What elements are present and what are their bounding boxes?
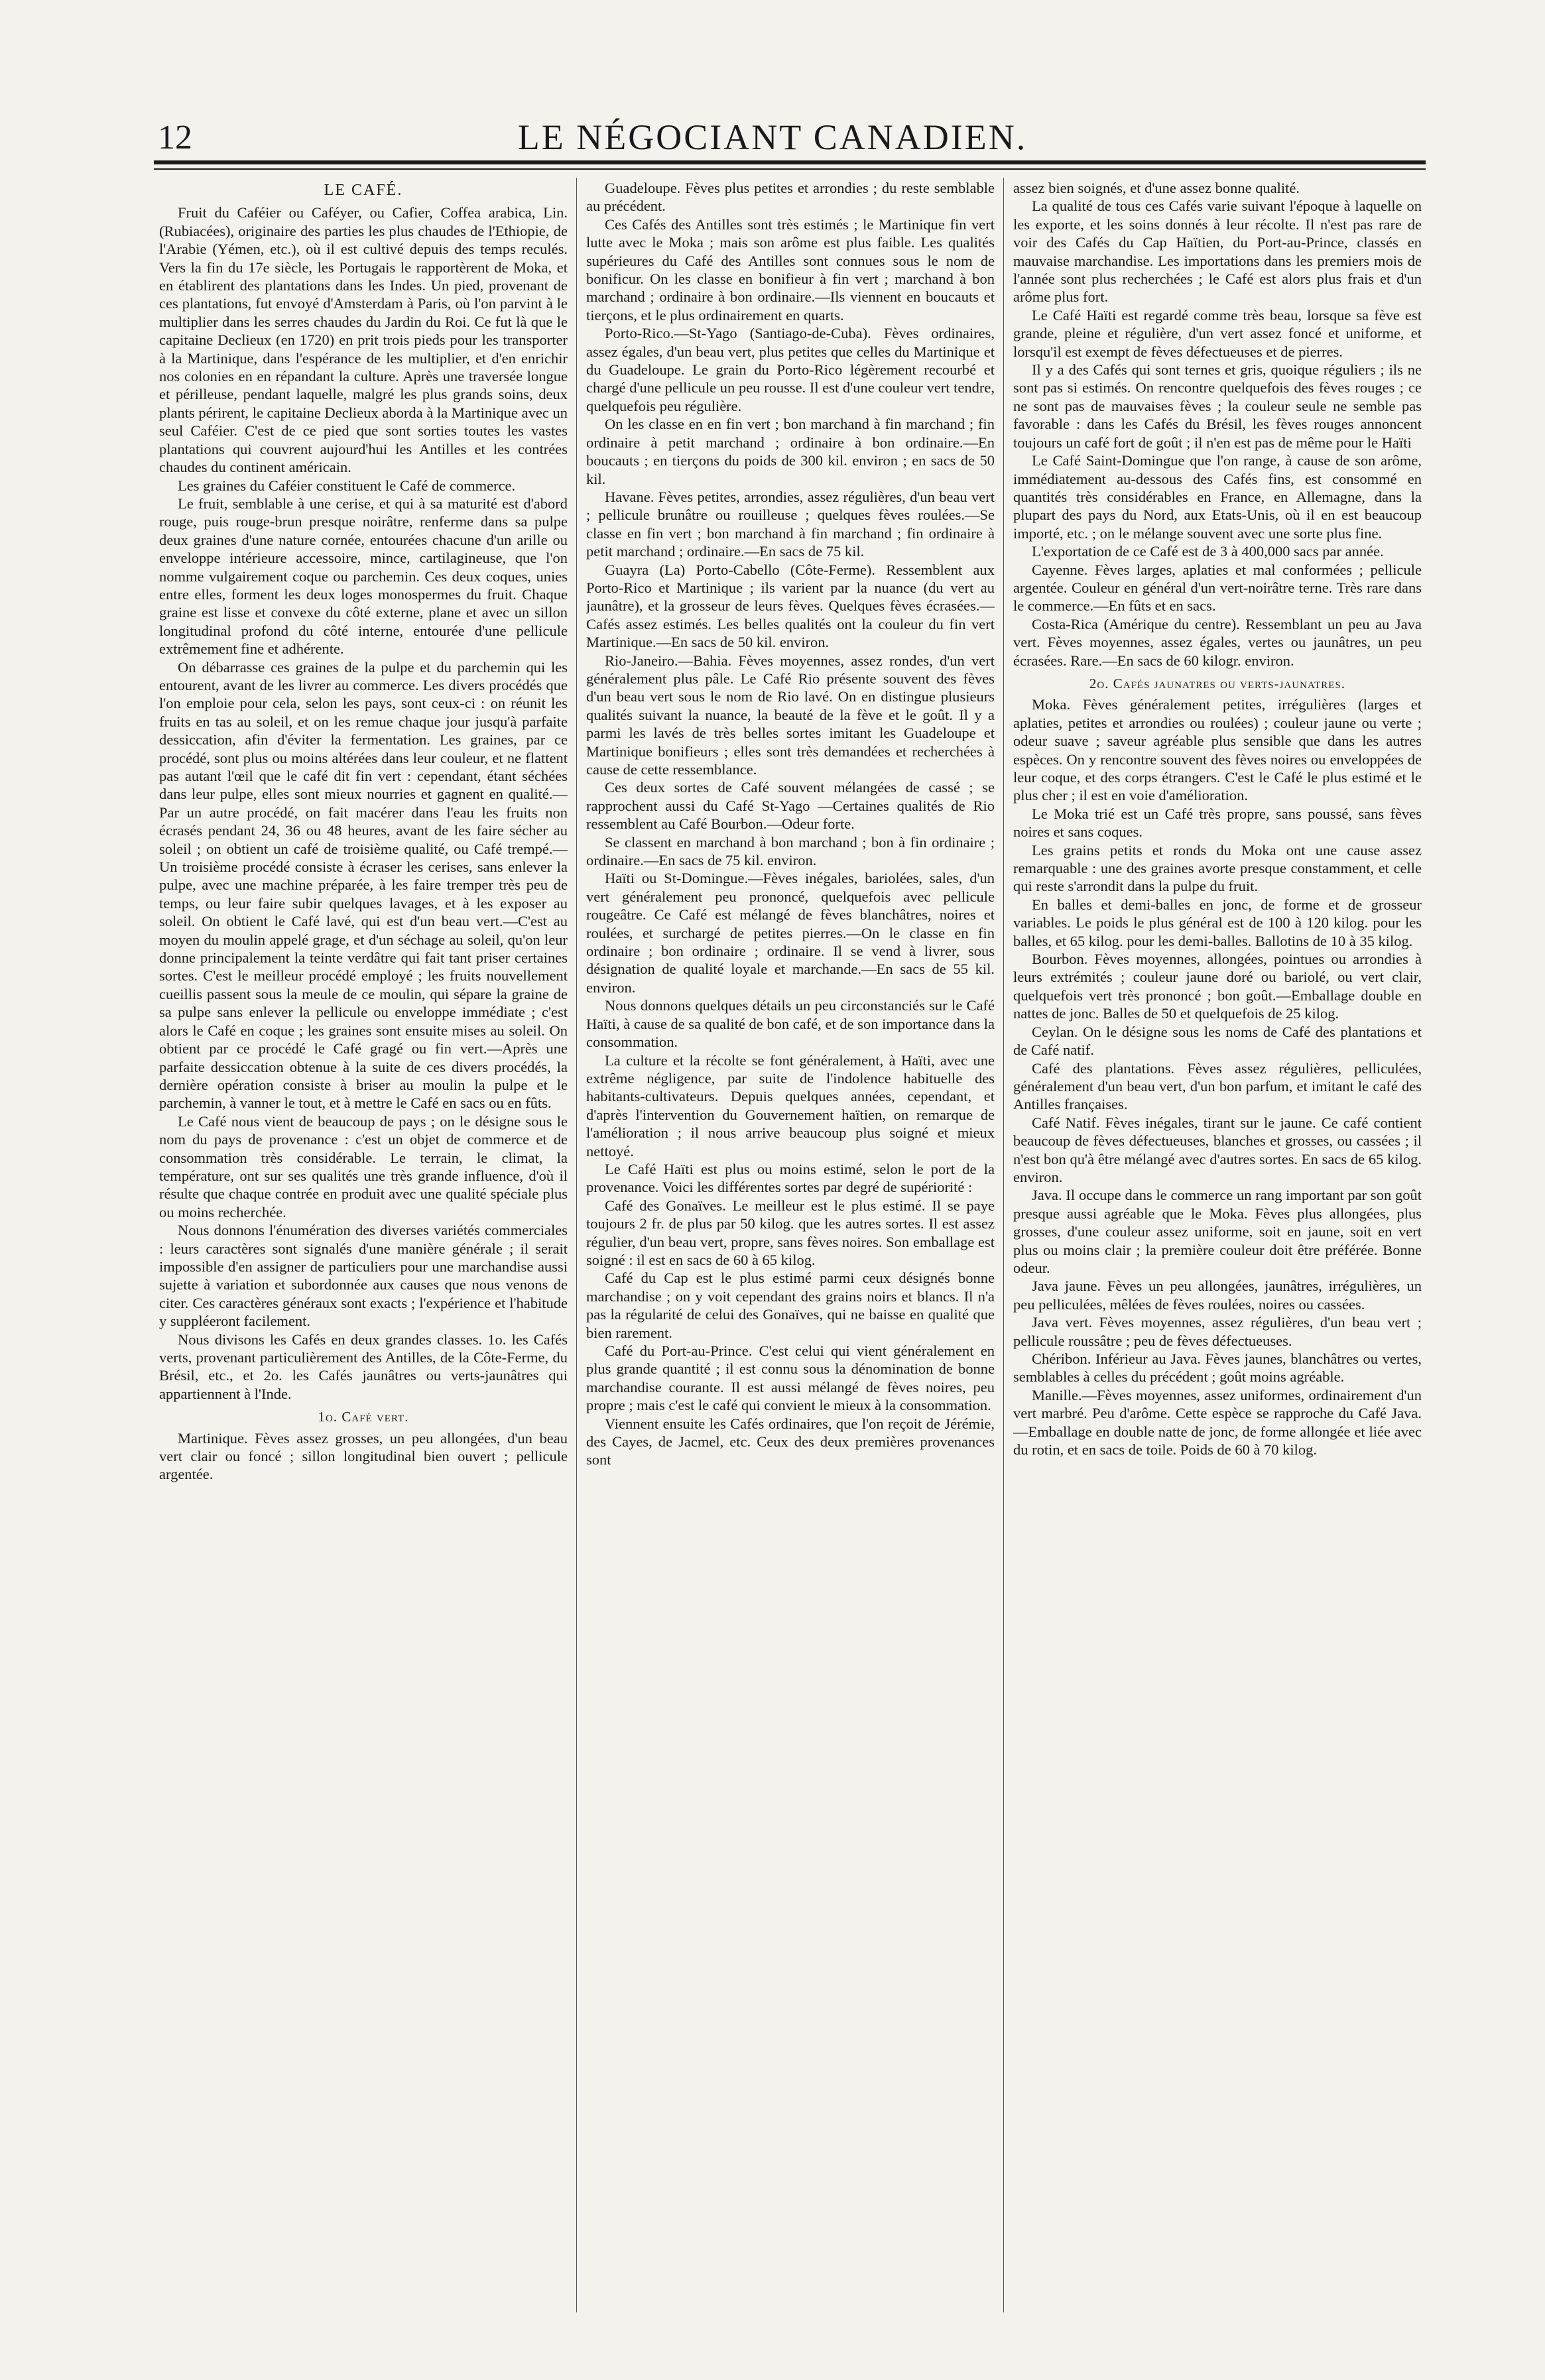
paragraph: Rio-Janeiro.—Bahia. Fèves moyennes, assez rondes, d'un vert généralement plus pâle. Le Café Rio présente souvent des fèves d'un beau vert sous le nom de Rio lavé. On en distingue plusieurs qualités suivant la nuance, la beauté de la fève et le goût. Il y a parmi les lavés de très belles sortes imitant les Guadeloupe et Martinique bonifieurs ; elles sont très demandées et recherchées à cause de cette ressemblance. [586, 652, 995, 778]
section-heading: 2o. Cafés jaunatres ou verts-jaunatres. [1089, 675, 1346, 691]
paragraph: Café des Gonaïves. Le meilleur est le plus estimé. Il se paye toujours 2 fr. de plus par 50 kilog. que les autres sortes. Il est assez régulier, d'un beau vert, propre, sans fèves noires. Son emballage est soigné : il est en sacs de 60 à 65 kilog. [586, 1197, 995, 1268]
paragraph: Guadeloupe. Fèves plus petites et arrondies ; du reste semblable au précédent. [586, 180, 995, 215]
paragraph: Costa-Rica (Amérique du centre). Ressemblant un peu au Java vert. Fèves moyennes, assez égales, vertes ou jaunâtres, un peu écrasées. Rare.—En sacs de 60 kilogr. environ. [1013, 615, 1422, 669]
section-heading: 1o. Café vert. [318, 1409, 409, 1425]
paragraph: Café Natif. Fèves inégales, tirant sur le jaune. Ce café contient beaucoup de fèves défectueuses, blanches et grosses, ou cassées ; il n'est bon qu'à être mélangé avec d'autres sortes. En sacs de 65 kilog. environ. [1013, 1114, 1422, 1185]
article-title: LE CAFÉ. [324, 182, 403, 199]
paragraph: Ces deux sortes de Café souvent mélangées de cassé ; se rapprochent aussi du Café St-Yago —Certaines qualités de Rio ressemblent au Café Bourbon.—Odeur forte. [586, 779, 995, 833]
paragraph: Le Café Saint-Domingue que l'on range, à cause de son arôme, immédiatement au-dessous des Cafés fins, est consommé en quantités très considérables en France, en Allemagne, dans la plupart des pays du Nord, aux Etats-Unis, où il en est beaucoup importé, etc. ; on le mélange souvent avec une sorte plus fine. [1013, 452, 1422, 542]
paragraph: Café des plantations. Fèves assez régulières, pelliculées, généralement d'un beau vert, d'un bon parfum, et imitant le café des Antilles françaises. [1013, 1059, 1422, 1113]
paragraph: Café du Cap est le plus estimé parmi ceux désignés bonne marchandise ; on y voit cependant des grains noirs et blancs. Il n'a pas la régularité de celui des Gonaïves, qui ne baisse en qualité que bien rarement. [586, 1270, 995, 1341]
paragraph: Moka. Fèves généralement petites, irrégulières (larges et aplaties, petites et arrondies ou roulées) ; couleur jaune ou verte ; odeur suave ; saveur agréable plus sensible que dans les autres espèces. On y rencontre souvent des fèves noires ou enveloppées de leur coque, et des corps étrangers. C'est le Café le plus estimé et le plus cher ; il est en voie d'amélioration. [1013, 696, 1422, 804]
paragraph: Se classent en marchand à bon marchand ; bon à fin ordinaire ; ordinaire.—En sacs de 75 kil. environ. [586, 833, 995, 869]
paragraph: Les grains petits et ronds du Moka ont une cause assez remarquable : une des graines avorte presque constamment, et celle qui reste s'arrondit dans la pulpe du fruit. [1013, 841, 1422, 895]
paragraph: Le Moka trié est un Café très propre, sans poussé, sans fèves noires et sans coques. [1013, 805, 1422, 841]
column-divider [576, 178, 577, 2312]
paragraph: Le Café Haïti est regardé comme très beau, lorsque sa fève est grande, pleine et régulière, d'un vert assez foncé et uniforme, et lorsqu'il est exempt de fèves défectueuses et de pierres. [1013, 306, 1422, 360]
paragraph: Haïti ou St-Domingue.—Fèves inégales, bariolées, sales, d'un vert généralement peu prononcé, quelquefois avec pellicule rougeâtre. Ce Café est mélangé de fèves blanchâtres, noires et roulées, et surchargé de petites pierres.—On le classe en fin ordinaire ; bon ordinaire ; ordinaire. Il se vend à livrer, sous désignation de qualité loyale et marchande.—En sacs de 55 kil. environ. [586, 870, 995, 996]
paragraph: Nous donnons quelques détails un peu circonstanciés sur le Café Haïti, à cause de sa qualité de bon café, et de son importance dans la consommation. [586, 997, 995, 1051]
paragraph: Havane. Fèves petites, arrondies, assez régulières, d'un beau vert ; pellicule brunâtre ou rouilleuse ; quelques fèves roulées.—Se classe en fin vert ; bon marchand à fin marchand ; fin ordinaire à petit marchand ; ordinaire.—En sacs de 75 kil. [586, 488, 995, 560]
column-3 [1013, 179, 1422, 2314]
paragraph: Guayra (La) Porto-Cabello (Côte-Ferme). Ressemblent aux Porto-Rico et Martinique ; ils varient par la nuance (du vert au jaunâtre), et la grosseur de leurs fèves. Quelques fèves écrasées.—Cafés assez estimés. Les belles qualités ont la couleur du fin vert Martinique.—En sacs de 50 kil. environ. [586, 561, 995, 651]
paragraph: Cayenne. Fèves larges, aplaties et mal conformées ; pellicule argentée. Couleur en général d'un vert-noirâtre terne. Très rare dans le commerce.—En fûts et en sacs. [1013, 561, 1422, 615]
paragraph: assez bien soignés, et d'une assez bonne qualité. [1013, 180, 1300, 196]
paragraph: Nous divisons les Cafés en deux grandes classes. 1o. les Cafés verts, provenant particulièrement des Antilles, de la Côte-Ferme, du Brésil, etc., et 2o. les Cafés jaunâtres ou verts-jaunâtres qui appartiennent à l'Inde. [159, 1331, 568, 1402]
paragraph: Ceylan. On le désigne sous les noms de Café des plantations et de Café natif. [1013, 1023, 1422, 1059]
paragraph: Java jaune. Fèves un peu allongées, jaunâtres, irrégulières, un peu pelliculées, mêlées de fèves roulées, noires ou cassées. [1013, 1278, 1422, 1313]
paragraph: Les graines du Caféier constituent le Café de commerce. [178, 477, 516, 494]
paragraph: Viennent ensuite les Cafés ordinaires, que l'on reçoit de Jérémie, des Cayes, de Jacmel, etc. Ceux des deux premières provenances sont [586, 1415, 995, 1468]
paragraph: Fruit du Caféier ou Caféyer, ou Cafier, Coffea arabica, Lin. (Rubiacées), originaire des parties les plus chaudes de l'Ethiopie, de l'Arabie (Yémen, etc.), où il est cultivé depuis des temps reculés. Vers la fin du 17e siècle, les Portugais le rapportèrent de Moka, et en établirent des plantations dans les Indes. Un pied, provenant de ces plantations, fut envoyé d'Amsterdam à Paris, où l'on parvint à le multiplier dans les serres chaudes du Jardin du Roi. Ce fut là que le capitaine Declieux (en 1720) en prit trois pieds pour les transporter à la Martinique, dans l'espérance de les multiplier, et d'en enrichir nos colonies en en répandant la culture. Après une traversée longue et périlleuse, pendant laquelle, malgré les plus grands soins, deux plants périrent, le capitaine Declieux aborda à la Martinique avec un seul Caféier. C'est de ce pied que sont sorties toutes les vastes plantations qui couvrent aujourd'hui les Antilles et les contrées chaudes du continent américain. [159, 204, 568, 476]
paragraph: Java. Il occupe dans le commerce un rang important par son goût presque aussi agréable que le Moka. Fèves plus allongées, plus grosses, d'une couleur assez uniforme, soit en jaune, soit en vert plus ou moins clair ; la première couleur doit être préférée. Bonne odeur. [1013, 1187, 1422, 1276]
column-2 [586, 179, 995, 2314]
paragraph: On les classe en en fin vert ; bon marchand à fin marchand ; fin ordinaire à petit marchand ; ordinaire à bon ordinaire.—En boucauts ; en tierçons du poids de 300 kil. environ ; en sacs de 50 kil. [586, 416, 995, 487]
paragraph: Martinique. Fèves assez grosses, un peu allongées, d'un beau vert clair ou foncé ; sillon longitudinal bien ouvert ; pellicule argentée. [159, 1429, 568, 1483]
paragraph: L'exportation de ce Café est de 3 à 400,000 sacs par année. [1032, 543, 1384, 560]
column-divider [1003, 178, 1004, 2312]
header-rule-thin [154, 168, 1426, 170]
column-1 [159, 179, 568, 2314]
paragraph: En balles et demi-balles en jonc, de forme et de grosseur variables. Le poids le plus général est de 100 à 120 kilog. pour les balles, et 65 kilog. pour les demi-balles. Ballotins de 10 à 35 kilog. [1013, 896, 1422, 949]
paragraph: Java vert. Fèves moyennes, assez régulières, d'un beau vert ; pellicule roussâtre ; peu de fèves défectueuses. [1013, 1314, 1422, 1349]
paragraph: Café du Port-au-Prince. C'est celui qui vient généralement en plus grande quantité ; il est connu sous la dénomination de bonne marchandise courante. Il est aussi mélangé de fèves noires, peu propre ; mais c'est le café qui convient le mieux à la consommation. [586, 1342, 995, 1414]
paragraph: On débarrasse ces graines de la pulpe et du parchemin qui les entourent, avant de les livrer au commerce. Les divers procédés que l'on emploie pour cela, selon les pays, sont ceux-ci : on réunit les fruits en tas au soleil, et on les remue chaque jour jusqu'à parfaite dessiccation, afin d'éviter la fermentation. Les graines, par ce procédé, sont plus ou moins altérées dans leur couleur, et ne flattent pas autant l'œil que le café dit fin vert : cependant, étant séchées dans leur pulpe, elles sont mieux nourries et gagnent en qualité.—Par un autre procédé, on fait macérer dans l'eau les fruits non écrasés pendant 24, 36 ou 48 heures, avant de les faire sécher au soleil ; on obtient un café de troisième qualité, ou Café trempé.—Un troisième procédé consiste à écraser les cerises, sans enlever la pulpe, avec une machine préparée, à les faire tremper très peu de temps, ou leur faire subir quelques lavages, et à les exposer au soleil. On obtient le Café lavé, qui est d'un beau vert.—C'est au moyen du moulin appelé grage, et d'un séchage au soleil, qu'on leur donne principalement la teinte verdâtre qui fait tant priser certaines sortes. C'est le meilleur procédé employé ; les fruits nouvellement cueillis passent sous la meule de ce moulin, qui sépare la graine de sa pulpe sans enlever la pellicule ou enveloppe immédiate ; c'est alors le Café en coque ; les graines sont ensuite mises au soleil. On obtient par ce procédé le Café gragé ou fin vert.—Après une parfaite dessiccation obtenue à la suite de ces divers procédés, la dernière opération consiste à briser au moulin la pulpe et le parchemin, à vanner le tout, et à mettre le Café en sacs ou en fûts. [159, 658, 568, 1112]
header-rule-thick [154, 160, 1426, 164]
paragraph: Le Café nous vient de beaucoup de pays ; on le désigne sous le nom du pays de provenance : c'est un objet de commerce et de consommation très considérable. Le terrain, le climat, la température, ont sur ses qualités une très grande influence, d'où il résulte que chaque contrée en produit avec une qualité spéciale plus ou moins recherchée. [159, 1112, 568, 1220]
page-number: 12 [158, 119, 192, 156]
paragraph: La qualité de tous ces Cafés varie suivant l'époque à laquelle on les exporte, et les soins donnés à leur récolte. Il n'est pas rare de voir des Cafés du Cap Haïtien, du Port-au-Prince, classés en mauvaise marchandise. Les importations dans les premiers mois de l'année sont plus recherchées ; le Café est alors plus frais et d'un arôme plus fort. [1013, 198, 1422, 306]
journal-title: LE NÉGOCIANT CANADIEN. [517, 117, 1028, 157]
paragraph: Chéribon. Inférieur au Java. Fèves jaunes, blanchâtres ou vertes, semblables à celles du précédent ; goût moins agréable. [1013, 1350, 1422, 1386]
paragraph: Le fruit, semblable à une cerise, et qui à sa maturité est d'abord rouge, puis rouge-brun presque noirâtre, renferme dans sa pulpe deux graines d'une nature cornée, entourées chacune d'un arille ou enveloppe intérieure accessoire, mince, cartilagineuse, que l'on nomme vulgairement coque ou parchemin. Ces deux coques, unies entre elles, forment les deux loges monospermes du fruit. Chaque graine est lisse et convexe du côté externe, plane et avec un sillon longitudinal profond du côté interne, entourée d'une pellicule extrêmement fine et adhérente. [159, 495, 568, 658]
paragraph: Bourbon. Fèves moyennes, allongées, pointues ou arrondies à leurs extrémités ; couleur jaune doré ou bariolé, ou vert clair, quelquefois vert très prononcé ; bon goût.—Emballage double en nattes de jonc. Balles de 50 et quelquefois de 25 kilog. [1013, 951, 1422, 1022]
paragraph: Le Café Haïti est plus ou moins estimé, selon le port de la provenance. Voici les différentes sortes par degré de supériorité : [586, 1160, 995, 1196]
paragraph: Manille.—Fèves moyennes, assez uniformes, ordinairement d'un vert marbré. Peu d'arôme. Cette espèce se rapproche du Café Java.—Emballage en double natte de jonc, de forme allongée et liée avec du rotin, et en sacs de toile. Poids de 60 à 70 kilog. [1013, 1386, 1422, 1458]
paragraph: Il y a des Cafés qui sont ternes et gris, quoique réguliers ; ils ne sont pas si estimés. On rencontre quelquefois des fèves rouges ; ce ne sont pas de mauvaises fèves ; la couleur seule ne semble pas favorable : dans les Cafés du Brésil, les fèves rouges annoncent toujours un café fort de goût ; il n'en est pas de même pour le Haïti [1013, 361, 1422, 451]
paragraph: Porto-Rico.—St-Yago (Santiago-de-Cuba). Fèves ordinaires, assez égales, d'un beau vert, plus petites que celles du Martinique et du Guadeloupe. Le grain du Porto-Rico légèrement recourbé et chargé d'une pellicule un peu rousse. Il est d'une couleur vert tendre, quelquefois peu régulière. [586, 325, 995, 414]
paragraph: La culture et la récolte se font généralement, à Haïti, avec une extrême négligence, par suite de l'indolence habituelle des habitants-cultivateurs. Depuis quelques années, cependant, et d'après l'intervention du Gouvernement haïtien, on remarque de l'amélioration ; il nous arrive beaucoup plus soigné et mieux nettoyé. [586, 1051, 995, 1160]
paragraph: Ces Cafés des Antilles sont très estimés ; le Martinique fin vert lutte avec le Moka ; mais son arôme est plus faible. Les qualités supérieures du Café des Antilles sont connues sous le nom de bonificur. On les classe en bonifieur à fin vert ; marchand à bon marchand ; ordinaire à bon ordinaire.—Ils viennent en boucauts et tierçons, et le plus ordinairement en quarts. [586, 215, 995, 324]
paragraph: Nous donnons l'énumération des diverses variétés commerciales : leurs caractères sont signalés d'une manière générale ; il serait impossible d'en assigner de particuliers pour une marchandise aussi sujette à variation et subordonnée aux causes que nous venons de citer. Ces caractères généraux sont exacts ; l'expérience et l'habitude y suppléeront facilement. [159, 1222, 568, 1330]
